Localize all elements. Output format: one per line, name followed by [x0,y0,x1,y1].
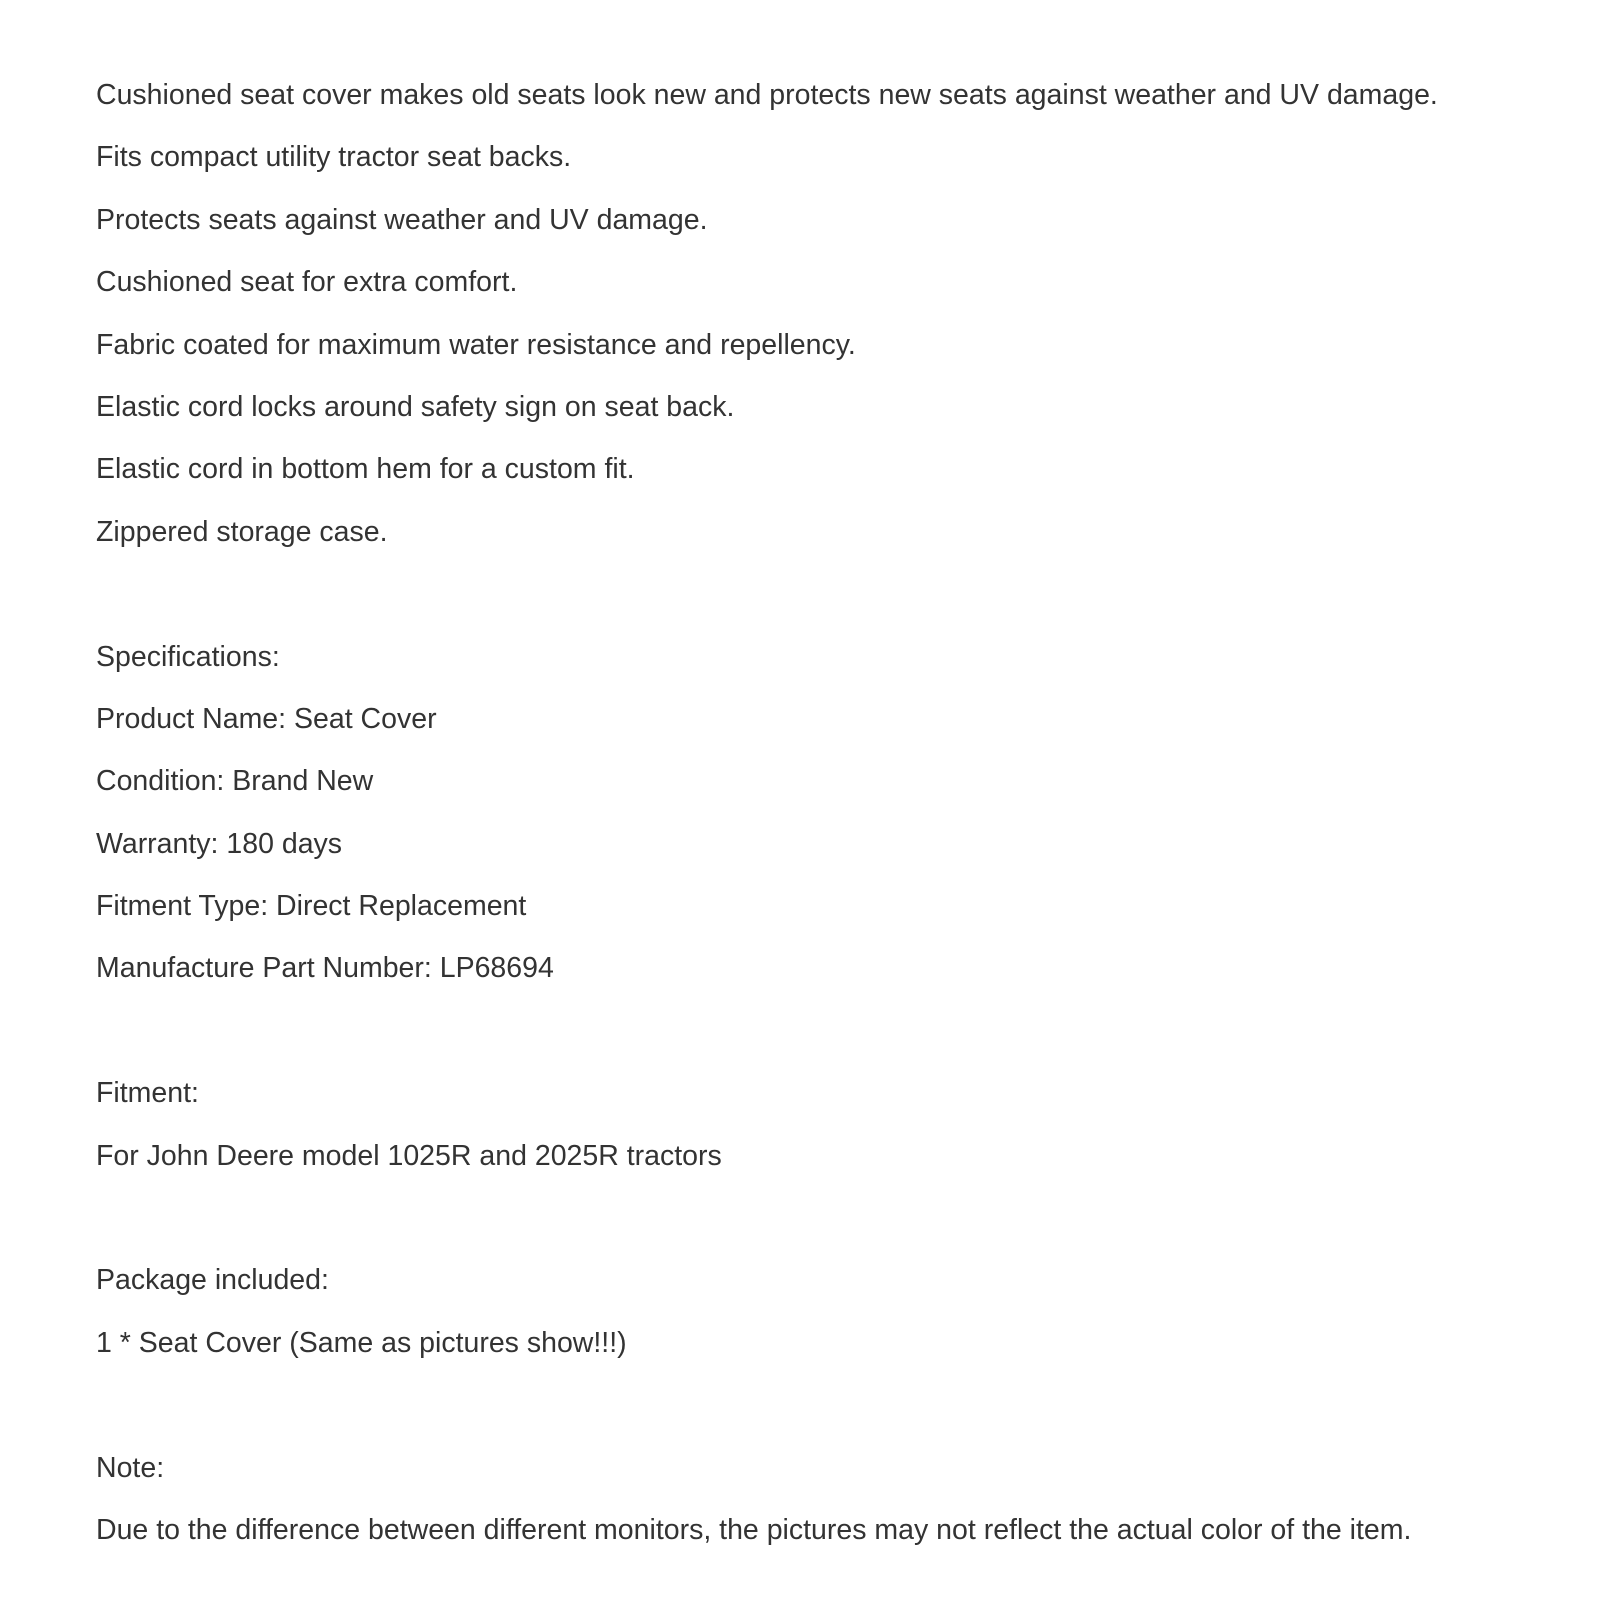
feature-line: Elastic cord locks around safety sign on seat back. [96,390,735,423]
fitment-text: For John Deere model 1025R and 2025R tractors [96,1139,722,1172]
spacer [96,1000,1576,1062]
features-list [96,64,1576,563]
feature-line: Zippered storage case. [96,515,388,548]
specifications-section [96,626,1576,1000]
spec-line: Warranty: 180 days [96,827,343,860]
fitment-section [96,1062,1576,1187]
feature-line: Cushioned seat for extra comfort. [96,266,518,299]
spec-line: Condition: Brand New [96,765,374,798]
note-heading: Note: [96,1451,165,1484]
package-section [96,1249,1576,1374]
package-heading: Package included: [96,1264,329,1297]
feature-line: Protects seats against weather and UV damage. [96,203,708,236]
specifications-heading: Specifications: [96,640,280,673]
feature-line: Elastic cord in bottom hem for a custom fit. [96,453,635,486]
feature-line: Cushioned seat cover makes old seats look new and protects new seats against weather and UV damage. [96,79,1438,111]
spacer [96,1187,1576,1249]
spacer [96,563,1576,625]
package-text: 1 * Seat Cover (Same as pictures show!!!) [96,1326,627,1359]
spec-line: Manufacture Part Number: LP68694 [96,952,554,985]
feature-line: Fits compact utility tractor seat backs. [96,141,572,174]
feature-line: Fabric coated for maximum water resistance and repellency. [96,328,856,361]
product-description [96,64,1576,1561]
spec-line: Fitment Type: Direct Replacement [96,890,527,923]
note-section [96,1437,1576,1562]
fitment-heading: Fitment: [96,1077,199,1110]
spacer [96,1374,1576,1436]
note-text: Due to the difference between different monitors, the pictures may not reflect the actual color of the item. [96,1513,1412,1546]
spec-line: Product Name: Seat Cover [96,702,437,735]
